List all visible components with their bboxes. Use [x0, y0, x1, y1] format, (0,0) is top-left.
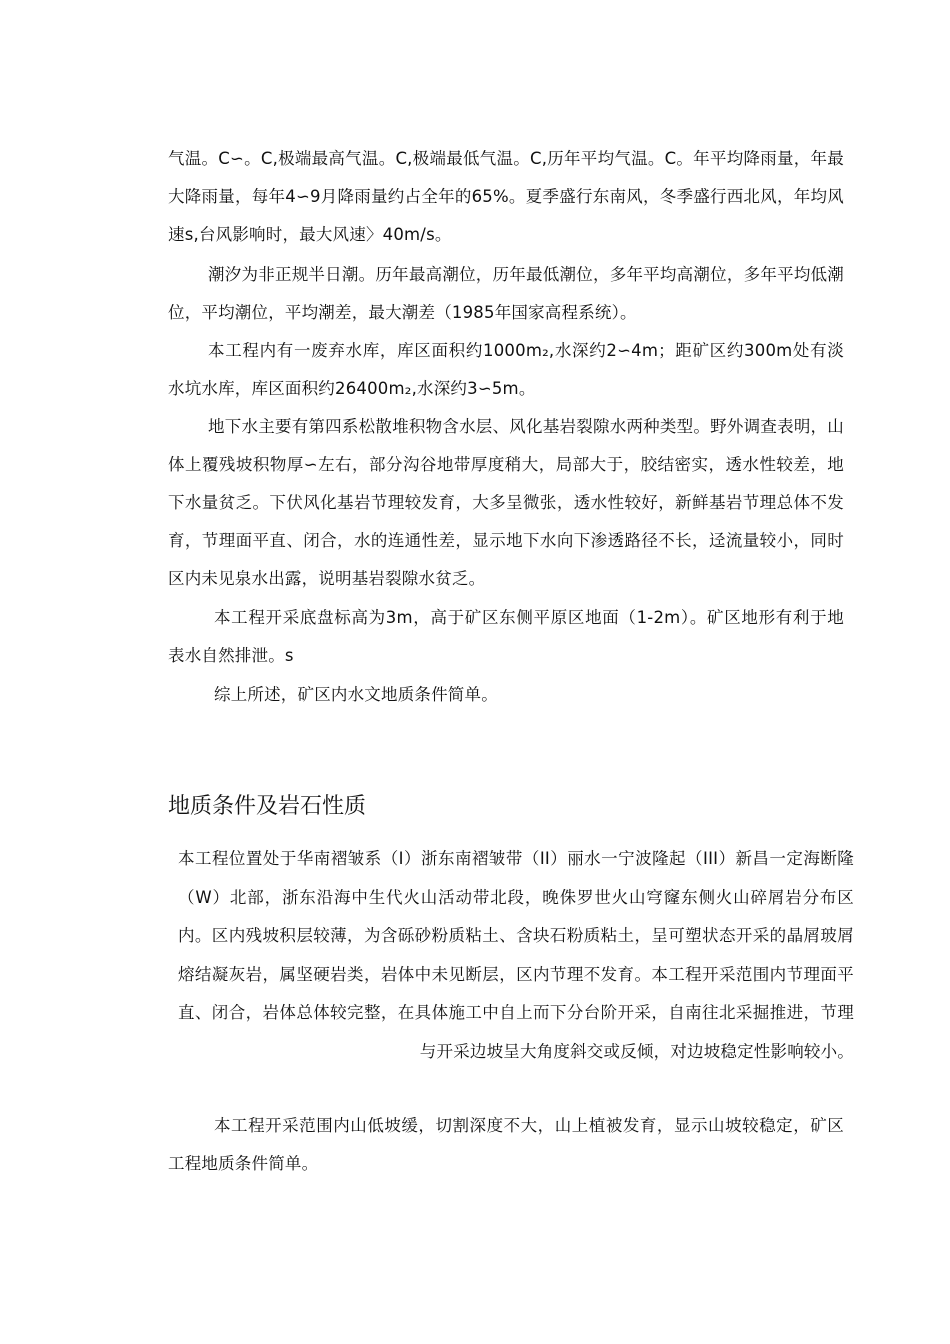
- paragraph-geology: 本工程位置处于华南褶皱系（I）浙东南褶皱带（II）丽水一宁波隆起（III）新昌一定海断隆（W）北部，浙东沿海中生代火山活动带北段，晚侏罗世火山穹窿东侧火山碎屑岩分布区内。区内残坡积层较薄，为含砾砂粉质粘土、含块石粉质粘土，呈可塑状态开采的晶屑玻屑熔结凝灰岩，属坚硬岩类，岩体中未见断层，区内节理不发育。本工程开采范围内节理面平直、闭合，岩体总体较完整，在具体施工中自上而下分台阶开采，自南往北采掘推进，节理与开采边坡呈大角度斜交或反倾，对边坡稳定性影响较小。: [178, 849, 854, 1061]
- paragraph-engineering-geology: 本工程开采范围内山低坡缓，切割深度不大，山上植被发育，显示山坡较稳定，矿区工程地质条件简单。: [168, 1116, 844, 1173]
- section-heading: 地质条件及岩石性质: [168, 794, 367, 819]
- paragraph-climate: 气温。C∽。C,极端最高气温。C,极端最低气温。C,历年平均气温。C。年平均降雨量，年最大降雨量，每年4∽9月降雨量约占全年的65%。夏季盛行东南风，冬季盛行西北风，年均风速s,台风影响时，最大风速〉40m/s。: [168, 149, 844, 244]
- paragraph-tide: 潮汐为非正规半日潮。历年最高潮位，历年最低潮位，多年平均高潮位，多年平均低潮位，平均潮位，平均潮差，最大潮差（1985年国家高程系统）。: [168, 265, 844, 322]
- paragraph-reservoir: 本工程内有一废弃水库，库区面积约1000m₂,水深约2∽4m；距矿区约300m处有淡水坑水库，库区面积约26400m₂,水深约3∽5m。: [168, 341, 844, 398]
- paragraph-drainage: 本工程开采底盘标高为3m，高于矿区东侧平原区地面（1-2m）。矿区地形有利于地表水自然排泄。s: [168, 608, 844, 665]
- paragraph-hydro-summary: 综上所述，矿区内水文地质条件简单。: [214, 685, 498, 704]
- paragraph-groundwater: 地下水主要有第四系松散堆积物含水层、风化基岩裂隙水两种类型。野外调查表明，山体上覆残坡积物厚∽左右，部分沟谷地带厚度稍大，局部大于，胶结密实，透水性较差，地下水量贫乏。下伏风化基岩节理较发育，大多呈微张，透水性较好，新鲜基岩节理总体不发育，节理面平直、闭合，水的连通性差，显示地下水向下渗透路径不长，迳流量较小，同时区内未见泉水出露，说明基岩裂隙水贫乏。: [168, 417, 844, 588]
